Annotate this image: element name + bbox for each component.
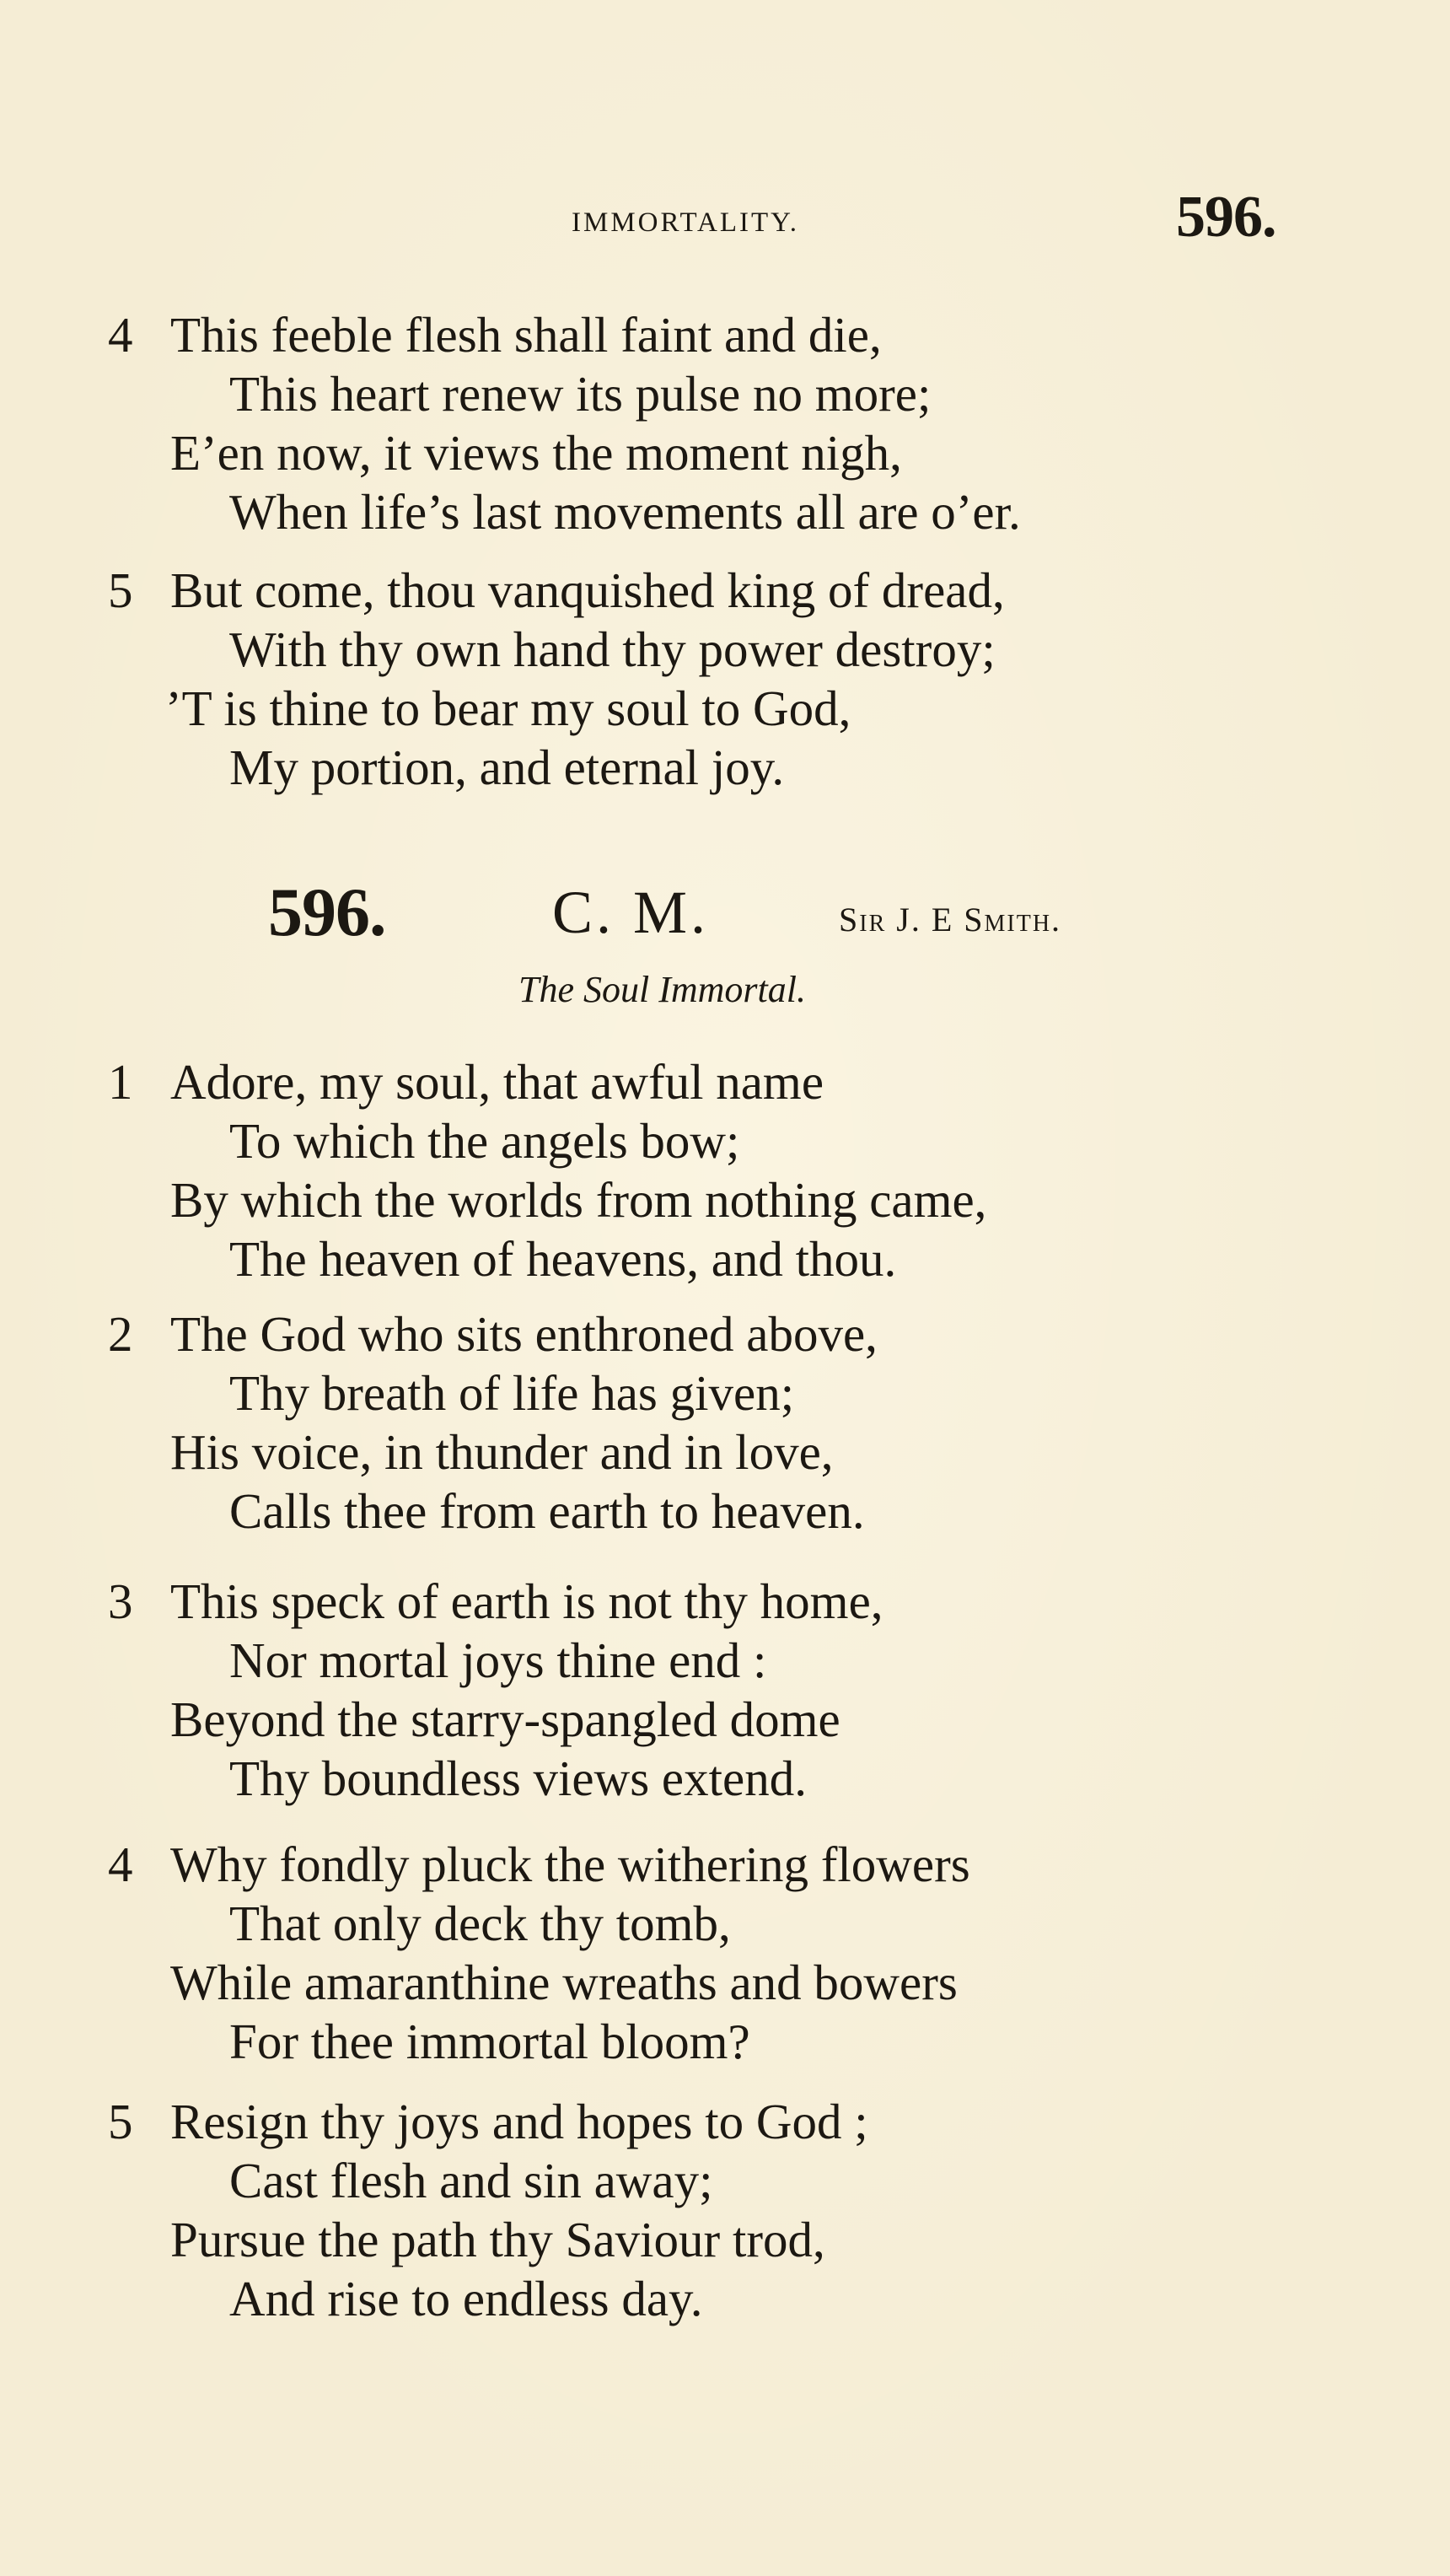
verse-line: E’en now, it views the moment nigh, (170, 425, 902, 481)
hymn-title: The Soul Immortal. (518, 969, 806, 1010)
verse-line: Thy boundless views extend. (229, 1750, 807, 1806)
verse-line: The heaven of heavens, and thou. (229, 1231, 897, 1287)
hymn-author: Sir J. E Smith. (839, 901, 1062, 938)
verse-line: Why fondly pluck the withering flowers (170, 1837, 970, 1892)
stanza-number: 4 (108, 1837, 133, 1892)
verse-line: Resign thy joys and hopes to God ; (170, 2094, 868, 2149)
verse-line: Beyond the starry-spangled dome (170, 1691, 840, 1747)
verse-line: Calls thee from earth to heaven. (229, 1483, 865, 1539)
verse-line: With thy own hand thy power destroy; (229, 621, 996, 677)
running-head: IMMORTALITY. (572, 207, 800, 238)
verse-line: To which the angels bow; (229, 1113, 740, 1169)
verse-line: ’T is thine to bear my soul to God, (165, 680, 851, 736)
verse-line: While amaranthine wreaths and bowers (170, 1955, 958, 2010)
stanza-number: 4 (108, 307, 133, 363)
verse-line: This heart renew its pulse no more; (229, 366, 932, 422)
verse-line: Pursue the path thy Saviour trod, (170, 2212, 825, 2267)
hymn-number: 596. (268, 874, 386, 950)
hymn-meter: C. M. (552, 879, 710, 946)
stanza-number: 5 (108, 2094, 133, 2149)
verse-line: Adore, my soul, that awful name (170, 1054, 824, 1110)
verse-line: Thy breath of life has given; (229, 1365, 795, 1421)
verse-line: Nor mortal joys thine end : (229, 1632, 767, 1688)
verse-line: This feeble flesh shall faint and die, (170, 307, 882, 363)
hymn-header (0, 873, 1450, 949)
verse-line: When life’s last movements all are o’er. (229, 484, 1021, 540)
page-number: 596. (1176, 185, 1276, 250)
verse-line: His voice, in thunder and in love, (170, 1424, 834, 1480)
verse-line: Cast flesh and sin away; (229, 2153, 713, 2208)
verse-line: The God who sits enthroned above, (170, 1306, 878, 1362)
verse-line: My portion, and eternal joy. (229, 739, 785, 795)
verse-line: And rise to endless day. (229, 2271, 703, 2326)
verse-line: But come, thou vanquished king of dread, (170, 562, 1005, 618)
verse-line: This speck of earth is not thy home, (170, 1573, 883, 1629)
stanza-number: 2 (108, 1306, 133, 1362)
stanza-number: 5 (108, 562, 133, 618)
verse-line: By which the worlds from nothing came, (170, 1172, 987, 1228)
verse-line: For thee immortal bloom? (229, 2014, 750, 2069)
stanza-number: 3 (108, 1573, 133, 1629)
stanza-number: 1 (108, 1054, 133, 1110)
verse-line: That only deck thy tomb, (229, 1896, 731, 1951)
